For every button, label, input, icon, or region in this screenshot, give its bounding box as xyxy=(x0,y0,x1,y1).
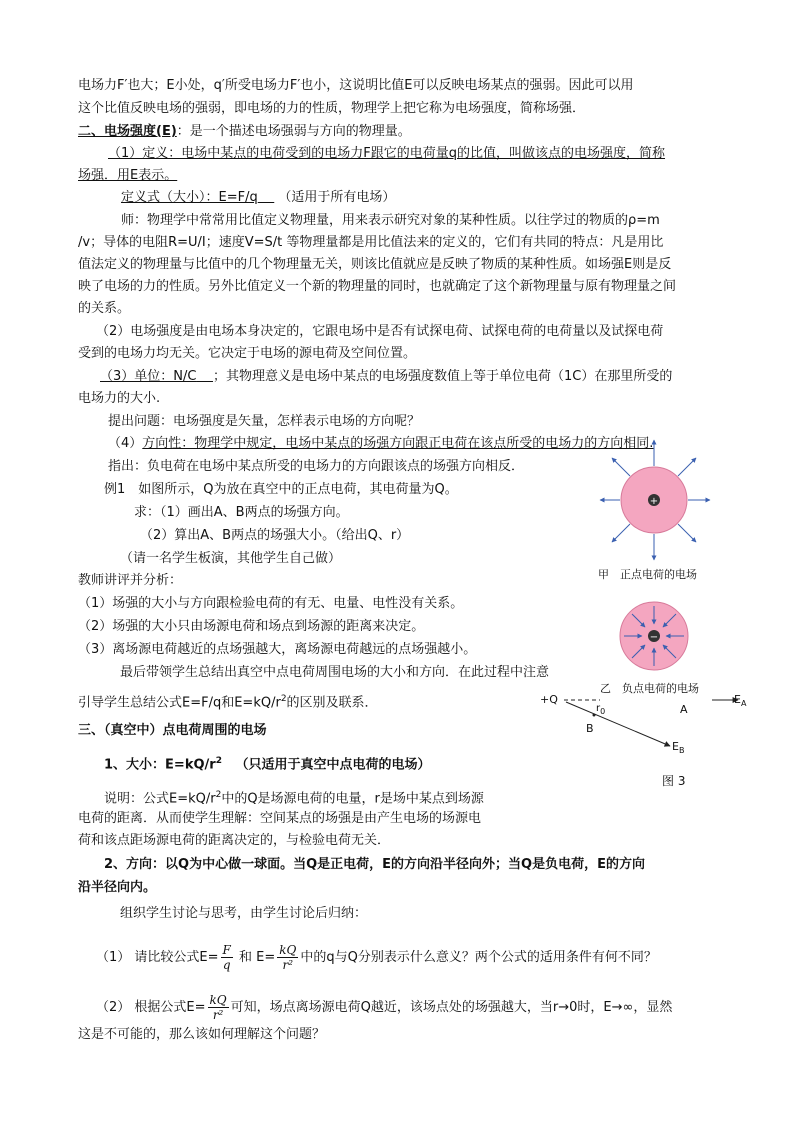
question-text: 中的q与Q分别表示什么意义？两个公式的适用条件有何不同？ xyxy=(300,950,657,965)
explain-text: 中的Q是场源电荷的电量，r是场中某点到场源 xyxy=(221,791,484,807)
analysis-item: （1）场强的大小与方向跟检验电荷的有无、电量、电性没有关系。 xyxy=(78,596,464,611)
question-2 xyxy=(96,988,672,1028)
analysis-item: （3）离场源电荷越近的点场强越大，离场源电荷越远的点场强越小。 xyxy=(78,642,477,657)
negative-charge-figure xyxy=(616,598,692,674)
unit-line-2: 电场力的大小. xyxy=(78,391,161,406)
superscript: 2 xyxy=(215,756,222,766)
direction-rule: 2、方向：以Q为中心做一球面。当Q是正电荷，E的方向沿半径向外；当Q是负电荷，E的方向 xyxy=(104,857,645,872)
heading-rest: ：是一个描述电场强弱与方向的物理量。 xyxy=(176,124,411,139)
teacher-line: 的关系。 xyxy=(78,301,131,316)
question-1 xyxy=(96,938,657,978)
definition-line: 场强．用E表示。 xyxy=(78,168,178,183)
paragraph-line: 电场力F′也大；E小处，q′所受电场力F′也小，这说明比值E可以反映电场某点的强弱。因此可以用 xyxy=(78,78,634,93)
svg-text:+: + xyxy=(649,496,659,507)
question-text: 和 E= xyxy=(239,950,276,965)
size-formula-text: 1、大小：E=kQ/r xyxy=(104,757,216,773)
teacher-line: /v；导体的电阻R=U/I；速度V=S/t 等物理量都是用比值法来的定义的，它们有共同的特点：凡是用比 xyxy=(78,235,664,250)
formula-text: 定义式（大小）：E=F/q xyxy=(121,190,258,205)
summary-text: 引导学生总结公式E=F/q和E=kQ/r xyxy=(78,695,281,711)
formula-note: （适用于所有电场） xyxy=(278,190,396,205)
unit-text: （3）单位：N/C xyxy=(100,369,197,384)
summary-line xyxy=(78,690,378,712)
discussion-intro: 组织学生讨论与思考，由学生讨论后归纳： xyxy=(120,906,368,921)
charge-label: +Q xyxy=(540,693,558,706)
example-line: （请一名学生板演，其他学生自己做） xyxy=(120,551,342,566)
explain-line xyxy=(104,786,484,808)
question-number: （2） xyxy=(96,1000,131,1015)
paragraph-line: （2）电场强度是由电场本身决定的，它跟电场中是否有试探电荷、试探电荷的电荷量以及试探电荷 xyxy=(96,324,664,339)
heading-title: 二、电场强度(E) xyxy=(78,124,177,139)
point-b-label: B xyxy=(586,722,594,735)
paragraph-line: 受到的电场力均无关。它决定于电场的源电荷及空间位置。 xyxy=(78,346,417,361)
figure-3-diagram xyxy=(540,690,750,760)
question-text: 可知，场点离场源电荷Q越近，该场点处的场强越大，当r→0时，E→∞，显然 xyxy=(230,1000,673,1015)
analysis-heading: 教师讲评并分析： xyxy=(78,573,183,588)
teacher-line: 师：物理学中常常用比值定义物理量，用来表示研究对象的某种性质。以往学过的物质的ρ=m xyxy=(121,213,660,228)
arrow-eb xyxy=(566,702,670,746)
size-formula xyxy=(104,752,431,774)
svg-text:−: − xyxy=(649,632,659,643)
explain-line: 荷和该点距场源电荷的距离决定的，与检验电荷无关． xyxy=(78,833,391,848)
section-heading-2 xyxy=(78,123,411,141)
explain-line: 电荷的距离．从而使学生理解：空间某点的场强是由产生电场的场源电 xyxy=(78,811,482,826)
positive-charge-figure xyxy=(598,436,718,562)
unit-line xyxy=(100,368,672,386)
example-line: 例1 如图所示，Q为放在真空中的正点电荷，其电荷量为Q。 xyxy=(104,482,458,497)
summary-line: 最后带领学生总结出真空中点电荷周围电场的大小和方向．在此过程中注意 xyxy=(120,665,550,680)
direction-rule: 沿半径向内。 xyxy=(78,880,157,895)
summary-text: 的区别及联系． xyxy=(286,695,378,711)
size-formula-note: （只适用于真空中点电荷的电场） xyxy=(235,757,431,773)
superscript: 2 xyxy=(280,694,287,704)
fraction-kq-over-r2: $\frac{kQ}{\text{r²}}$ xyxy=(209,993,227,1022)
radius-label: $r_0$ xyxy=(596,703,606,716)
fraction-f-over-q: $\frac{F}{q}$ xyxy=(222,943,231,972)
question-text: 根据公式E= xyxy=(134,1000,206,1015)
question-2-cont: 这是不可能的，那么该如何理解这个问题？ xyxy=(78,1027,326,1042)
direction-text: 方向性：物理学中规定，电场中某点的场强方向跟正电荷在该点所受的电场力的方向相同. xyxy=(142,436,654,451)
figure-caption: 甲 正点电荷的电场 xyxy=(598,568,697,581)
formula-definition xyxy=(121,189,395,207)
direction-line xyxy=(108,435,653,453)
ea-label: $E_A$ xyxy=(734,693,747,709)
direction-label: （4） xyxy=(108,436,143,451)
question-line: 提出问题：电场强度是矢量，怎样表示电场的方向呢？ xyxy=(108,414,421,429)
point-line: 指出：负电荷在电场中某点所受的电场力的方向跟该点的场强方向相反． xyxy=(108,459,525,474)
section-heading-3: 三、（真空中）点电荷周围的电场 xyxy=(78,723,267,738)
question-number: （1） xyxy=(96,950,131,965)
example-line: （2）算出A、B两点的场强大小。（给出Q、r） xyxy=(140,528,410,543)
fraction-kq-over-r2: $\frac{kQ}{\text{r²}}$ xyxy=(279,943,297,972)
figure-3-caption: 图 3 xyxy=(662,774,686,788)
teacher-line: 映了电场的力的性质。另外比值定义一个新的物理量的同时，也就确定了这个新物理量与原有物理量之间 xyxy=(78,279,677,294)
explain-text: 说明：公式E=kQ/r xyxy=(104,791,216,807)
superscript: 2 xyxy=(215,790,222,800)
unit-rest: ；其物理意义是电场中某点的电场强度数值上等于单位电荷（1C）在那里所受的 xyxy=(212,369,673,384)
question-text: 请比较公式E= xyxy=(134,950,219,965)
teacher-line: 值法定义的物理量与比值中的几个物理量无关，则该比值就应是反映了物质的某种性质。如场强E则是反 xyxy=(78,257,672,272)
analysis-item: （2）场强的大小只由场源电荷和场点到场源的距离来决定。 xyxy=(78,619,425,634)
example-line: 求：（1）画出A、B两点的场强方向。 xyxy=(134,505,349,520)
point-a-label: A xyxy=(680,703,688,716)
eb-label: $E_B$ xyxy=(672,740,685,756)
paragraph-line: 这个比值反映电场的强弱，即电场的力的性质，物理学上把它称为电场强度，简称场强． xyxy=(78,101,586,116)
figure-caption: 乙 负点电荷的电场 xyxy=(600,682,699,695)
definition-line: （1）定义：电场中某点的电荷受到的电场力F跟它的电荷量q的比值，叫做该点的电场强度，简称 xyxy=(108,146,666,161)
